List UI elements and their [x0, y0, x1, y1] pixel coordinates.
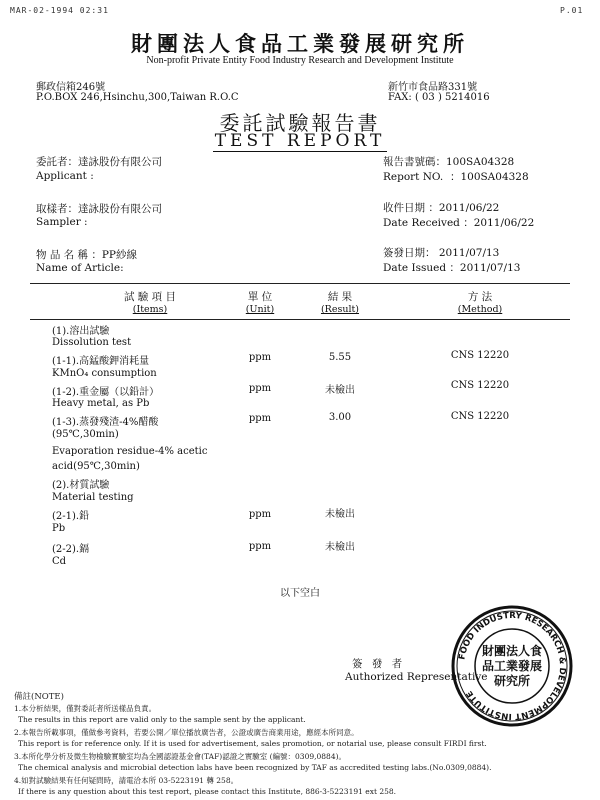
note-line: 2.本報告所載事項，僅做參考資料，若要公開／單位播放廣告者，公證或廣告商業用途，應經本所同意。	[14, 728, 359, 737]
note-line: This report is for reference only. If it is used for advertisement, sales promotion, or notarial use, please consult FIRDI first.	[18, 739, 487, 748]
sampler-cn	[36, 201, 162, 216]
header-unit-en: (Unit)	[245, 304, 275, 315]
applicant-label: 委託者：	[36, 156, 78, 168]
notes-title: 備註(NOTE)	[14, 692, 64, 702]
table-row-unit: ppm	[248, 413, 272, 424]
date-received-label-en: Date Received	[383, 217, 460, 229]
date-received-label-cn: 收件日期	[383, 202, 425, 214]
note-line: The chemical analysis and microbial detection labs have been recognized by TAF as accredited testing labs.(No.0309,0884).	[18, 763, 492, 772]
report-no-label-en: Report NO.	[383, 171, 444, 183]
date-received-value-en: ：2011/06/22	[463, 217, 535, 229]
table-row-item: (2).材質試驗	[52, 480, 110, 491]
applicant-value: 達詠股份有限公司	[78, 156, 162, 168]
organization-name-cn: 財團法人食品工業發展研究所	[131, 31, 469, 56]
table-row-item: Evaporation residue-4% acetic	[52, 446, 208, 457]
date-issued-value-cn: 2011/07/13	[438, 247, 500, 259]
table-row-item: (1-3).蒸發殘渣-4%醋酸	[52, 417, 159, 428]
fax-page-number: P.01	[560, 6, 584, 15]
date-issued-cn	[383, 245, 499, 260]
article-value: ：PP紗線	[91, 249, 137, 261]
table-row-unit: ppm	[248, 541, 272, 552]
po-box-cn: 郵政信箱246號	[36, 82, 106, 93]
table-row-result: 未檢出	[325, 542, 355, 553]
table-row-result: 3.00	[328, 412, 352, 423]
article-cn	[36, 247, 137, 262]
table-row-unit: ppm	[248, 352, 272, 363]
table-row-method: CNS 12220	[450, 380, 510, 391]
date-issued-value-en: ：2011/07/13	[449, 262, 521, 274]
header-method-cn: 方 法	[467, 291, 493, 303]
date-issued-label-en: Date Issued	[383, 262, 447, 274]
table-row-item: (2-1).鉛	[52, 511, 90, 522]
table-row-result: 未檢出	[325, 385, 355, 396]
table-row-item: Pb	[52, 523, 66, 534]
table-row-item: Heavy metal, as Pb	[52, 398, 150, 409]
fax-number: FAX: ( 03 ) 5214016	[388, 92, 490, 103]
seal-ring-text: FOOD INDUSTRY RESEARCH & DEVELOPMENT INSTITUTE	[457, 610, 568, 722]
report-no-value-cn: 100SA04328	[446, 156, 515, 168]
header-result-cn: 結 果	[327, 291, 353, 303]
header-result-en: (Result)	[320, 304, 360, 315]
header-items-en: (Items)	[132, 304, 168, 315]
date-received-cn	[383, 200, 499, 215]
report-no-value-en: ：100SA04328	[449, 171, 529, 183]
table-row-unit: ppm	[248, 509, 272, 520]
fax-timestamp: MAR-02-1994 02:31	[10, 6, 109, 15]
note-line: If there is any question about this test report, please contact this Institute, 886-3-5223191 ext 258.	[18, 787, 397, 796]
note-line: The results in this report are valid only to the sample sent by the applicant.	[18, 715, 306, 724]
table-row-result: 未檢出	[325, 509, 355, 520]
signature-label-cn: 簽 發 者	[352, 658, 406, 670]
applicant-en-label: Applicant :	[36, 170, 94, 182]
sampler-label: 取樣者：	[36, 203, 78, 215]
report-no-label-cn: 報告書號碼：	[383, 156, 446, 168]
po-box-en: P.O.BOX 246,Hsinchu,300,Taiwan R.O.C	[36, 92, 239, 103]
table-row-method: CNS 12220	[450, 411, 510, 422]
table-row-item: Cd	[52, 556, 67, 567]
table-row-item: KMnO₄ consumption	[52, 368, 157, 379]
report-title-en	[0, 131, 600, 151]
date-received-en	[383, 215, 534, 230]
applicant-cn	[36, 154, 162, 169]
sampler-en-label: Sampler :	[36, 216, 88, 228]
organization-name-en: Non-profit Private Entity Food Industry Research and Development Institute	[146, 55, 454, 66]
note-line: 1.本分析結果，僅對委託者所送樣品負責。	[14, 704, 157, 713]
table-row-item: (1-2).重金屬（以鉛計）	[52, 387, 160, 398]
table-row-method: CNS 12220	[450, 350, 510, 361]
header-items-cn: 試 驗 項 目	[123, 291, 176, 303]
table-row-unit: ppm	[248, 383, 272, 394]
institute-seal	[450, 604, 574, 728]
note-line: 3.本所化學分析及微生物檢驗實驗室均為全國認證基金會(TAF)認證之實驗室 (編號：0309,0884)。	[14, 752, 347, 761]
article-label: 物 品 名 稱	[36, 249, 89, 261]
table-row-item: (1).溶出試驗	[52, 326, 110, 337]
sampler-value: 達詠股份有限公司	[78, 203, 162, 215]
table-row-item: Dissolution test	[52, 337, 132, 348]
header-items	[70, 289, 230, 315]
article-en-label: Name of Article:	[36, 262, 124, 274]
header-method	[430, 289, 530, 315]
seal-icon	[450, 604, 574, 728]
table-header-rule	[30, 319, 570, 320]
signature-label-en: Authorized Representative	[345, 671, 488, 683]
table-row-result: 5.55	[328, 352, 352, 363]
report-no-en	[383, 169, 529, 184]
date-issued-en	[383, 260, 520, 275]
seal-center-text: 財團法人食品工業發展研究所	[481, 644, 542, 688]
table-row-item: acid(95℃,30min)	[52, 461, 140, 472]
table-top-rule	[30, 283, 570, 284]
report-title-cn: 委託試驗報告書	[219, 111, 381, 135]
header-method-en: (Method)	[457, 304, 503, 315]
table-row-item: (2-2).鎘	[52, 544, 90, 555]
date-issued-label-cn: 簽發日期：	[383, 247, 436, 259]
date-received-value-cn: ：2011/06/22	[428, 202, 500, 214]
address-cn: 新竹市食品路331號	[388, 82, 478, 93]
report-no-cn	[383, 154, 514, 169]
header-unit-cn: 單 位	[247, 291, 273, 303]
table-row-item: Material testing	[52, 492, 134, 503]
header-result	[300, 289, 380, 315]
table-row-item: (1-1).高錳酸鉀消耗量	[52, 356, 150, 367]
report-title-en-text: TEST REPORT	[214, 131, 386, 151]
note-line: 4.如對試驗結果有任何疑問時，請電洽本所 03-5223191 轉 258。	[14, 776, 239, 785]
table-row-item: (95℃,30min)	[52, 429, 119, 440]
end-of-table-mark: 以下空白	[280, 588, 320, 599]
header-unit	[230, 289, 290, 315]
